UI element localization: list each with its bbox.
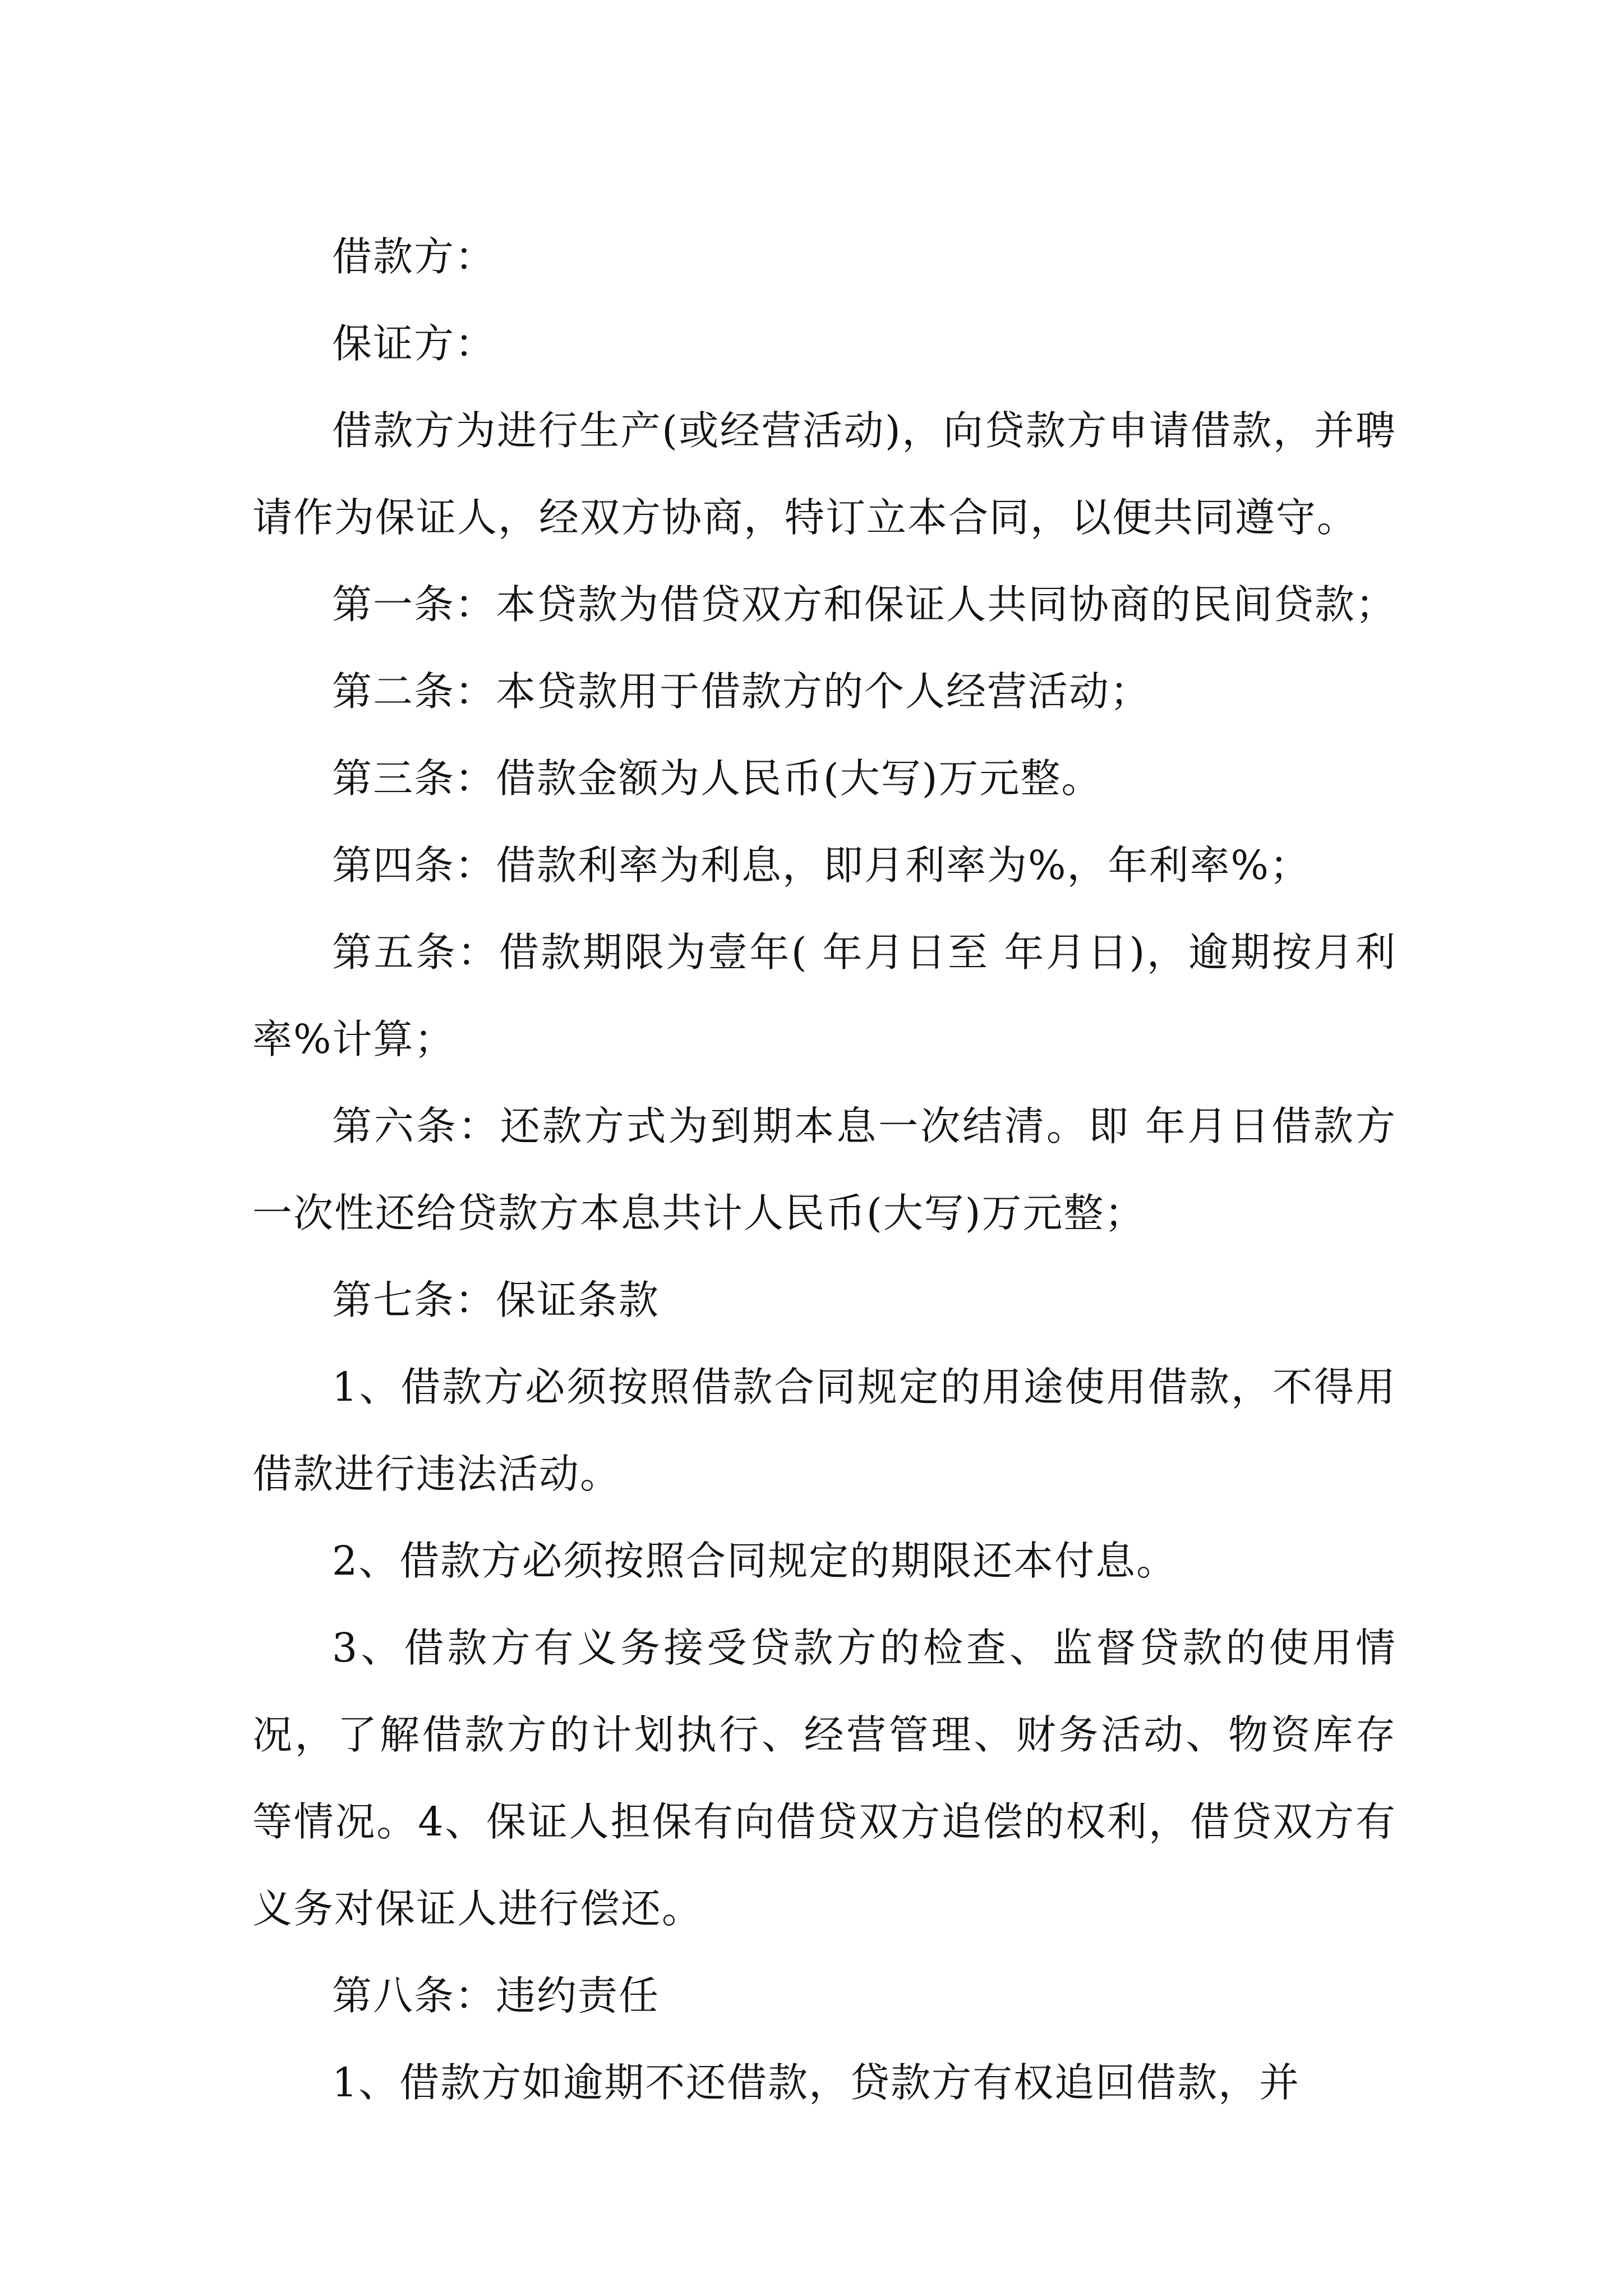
- preamble-paragraph: 借款方为进行生产(或经营活动)，向贷款方申请借款，并聘请作为保证人，经双方协商，特订立本合同，以便共同遵守。: [252, 407, 1396, 541]
- article-1: 第一条：本贷款为借贷双方和保证人共同协商的民间贷款；: [332, 581, 1397, 628]
- borrower-line: 借款方：: [332, 233, 496, 280]
- article-4: 第四条：借款利率为利息，即月利率为%，年利率%；: [332, 842, 1311, 889]
- guarantor-line: 保证方：: [332, 320, 496, 367]
- article-7-heading: 第七条：保证条款: [332, 1277, 660, 1323]
- article-5: 第五条：借款期限为壹年( 年月日至 年月日)，逾期按月利率%计算；: [252, 929, 1396, 1062]
- article-7-clause-1: 1、借款方必须按照借款合同规定的用途使用借款，不得用借款进行违法活动。: [252, 1364, 1396, 1497]
- document-page: [252, 213, 1396, 2126]
- article-7-clause-2: 2、借款方必须按照合同规定的期限还本付息。: [332, 1538, 1178, 1584]
- article-8-clause-1: 1、借款方如逾期不还借款，贷款方有权追回借款，并: [332, 2059, 1301, 2106]
- article-6: 第六条：还款方式为到期本息一次结清。即 年月日借款方一次性还给贷款方本息共计人民币(大写)万元整；: [252, 1103, 1396, 1236]
- article-3: 第三条：借款金额为人民币(大写)万元整。: [332, 755, 1103, 802]
- article-8-heading: 第八条：违约责任: [332, 1972, 660, 2019]
- article-7-clause-3-4: 3、借款方有义务接受贷款方的检查、监督贷款的使用情况，了解借款方的计划执行、经营管理、财务活动、物资库存等情况。4、保证人担保有向借贷双方追偿的权利，借贷双方有义务对保证人进行偿还。: [252, 1625, 1396, 1932]
- article-2: 第二条：本贷款用于借款方的个人经营活动；: [332, 668, 1151, 715]
